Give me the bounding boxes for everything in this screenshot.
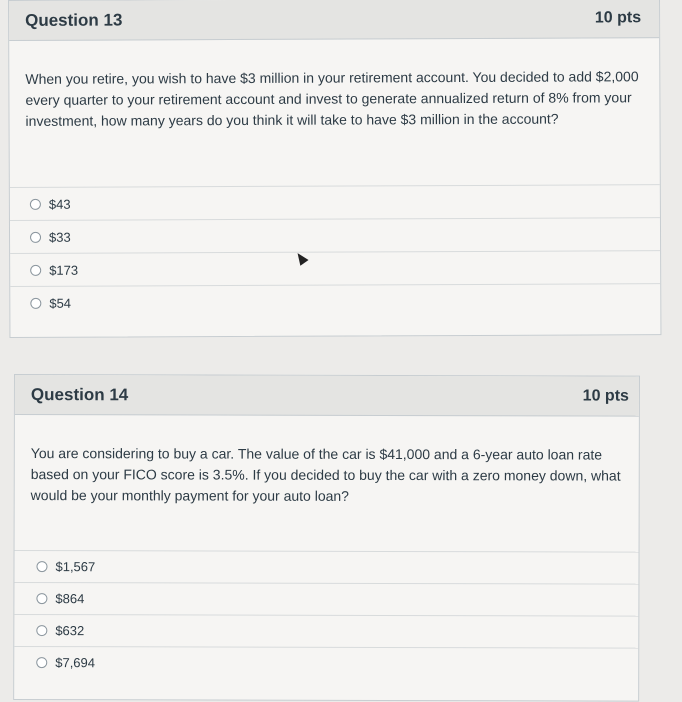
answer-label: $43: [48, 196, 71, 212]
answer-option[interactable]: [10, 217, 660, 253]
answer-label: $54: [49, 295, 72, 311]
question-header: [15, 375, 639, 417]
radio-button-icon[interactable]: [36, 625, 47, 636]
answer-option[interactable]: [10, 283, 660, 319]
question-points: 10 pts: [594, 8, 642, 26]
question-13-card: [8, 0, 661, 338]
answer-list: [10, 184, 661, 319]
radio-button-icon[interactable]: [30, 264, 41, 275]
question-header: [9, 0, 659, 41]
radio-button-icon[interactable]: [36, 657, 47, 668]
answer-option[interactable]: [14, 614, 638, 648]
question-prompt: When you retire, you wish to have $3 million in your retirement account. You decided to add $2,000 every quarter to your retirement account and invest to generate annualized return of 8% from your investment, how many years do you think it will take to have $3 million in the account?: [25, 68, 639, 129]
radio-button-icon[interactable]: [30, 231, 41, 242]
answer-option[interactable]: [10, 250, 660, 286]
question-points: 10 pts: [582, 386, 629, 405]
answer-label: $173: [49, 262, 79, 278]
answer-option[interactable]: [10, 184, 660, 220]
answer-label: $632: [55, 623, 85, 639]
radio-button-icon[interactable]: [30, 297, 41, 308]
answer-list: [14, 550, 638, 680]
radio-button-icon[interactable]: [30, 198, 41, 209]
answer-option[interactable]: [14, 582, 638, 616]
answer-label: $33: [49, 229, 71, 245]
question-title: Question 14: [30, 384, 129, 404]
radio-button-icon[interactable]: [36, 593, 47, 604]
answer-label: $864: [55, 591, 85, 607]
answer-label: $7,694: [55, 655, 96, 671]
answer-option[interactable]: [14, 646, 638, 680]
radio-button-icon[interactable]: [36, 561, 47, 572]
question-14-card: [13, 374, 640, 702]
question-title: Question 13: [25, 10, 123, 30]
answer-label: $1,567: [55, 559, 96, 575]
answer-option[interactable]: [14, 550, 638, 584]
question-prompt: You are considering to buy a car. The value of the car is $41,000 and a 6-year auto loan rate based on your FICO score is 3.5%. If you decided to buy the car with a zero money down, what would be your monthly payment for your auto loan?: [30, 445, 621, 504]
